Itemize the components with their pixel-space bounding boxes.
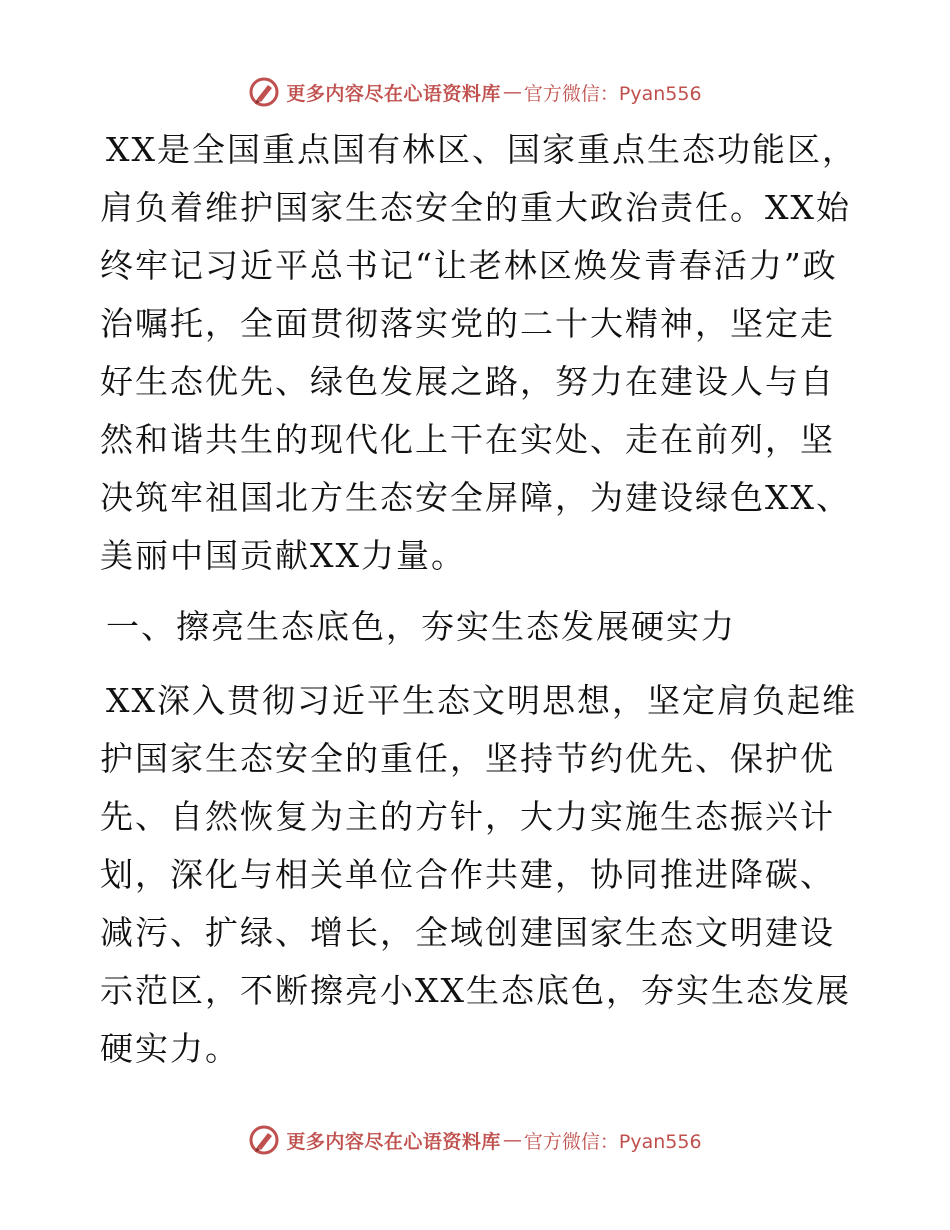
banner-text: 更多内容尽在心语资料库 (286, 1130, 501, 1153)
pen-logo-icon (248, 1124, 280, 1156)
header-banner (0, 72, 950, 112)
banner-wechat: 官方微信：Pyan556 (523, 1130, 702, 1153)
section-heading-1: 一、擦亮生态底色，夯实生态发展硬实力 (106, 607, 736, 646)
banner-wechat: 官方微信：Pyan556 (523, 82, 702, 105)
banner-separator: — (502, 81, 522, 103)
banner-separator: — (502, 1129, 522, 1151)
body-paragraph-1: XX是全国重点国有林区、国家重点生态功能区，肩负着维护国家生态安全的重大政治责任。XX始终牢记习近平总书记“让老林区焕发青春活力”政治嘱托，全面贯彻落实党的二十大精神，坚定走好生态优先、绿色发展之路，努力在建设人与自然和谐共生的现代化上干在实处、走在前列，坚决筑牢祖国北方生态安全屏障，为建设绿色XX、美丽中国贡献XX力量。 (100, 130, 857, 575)
body-paragraph-2: XX深入贯彻习近平生态文明思想，坚定肩负起维护国家生态安全的重任，坚持节约优先、保护优先、自然恢复为主的方针，大力实施生态振兴计划，深化与相关单位合作共建，协同推进降碳、减污、扩绿、增长，全域创建国家生态文明建设示范区，不断擦亮小XX生态底色，夯实生态发展硬实力。 (100, 681, 857, 1068)
banner-text: 更多内容尽在心语资料库 (286, 82, 501, 105)
pen-logo-icon (248, 76, 280, 108)
footer-banner (0, 1120, 950, 1160)
